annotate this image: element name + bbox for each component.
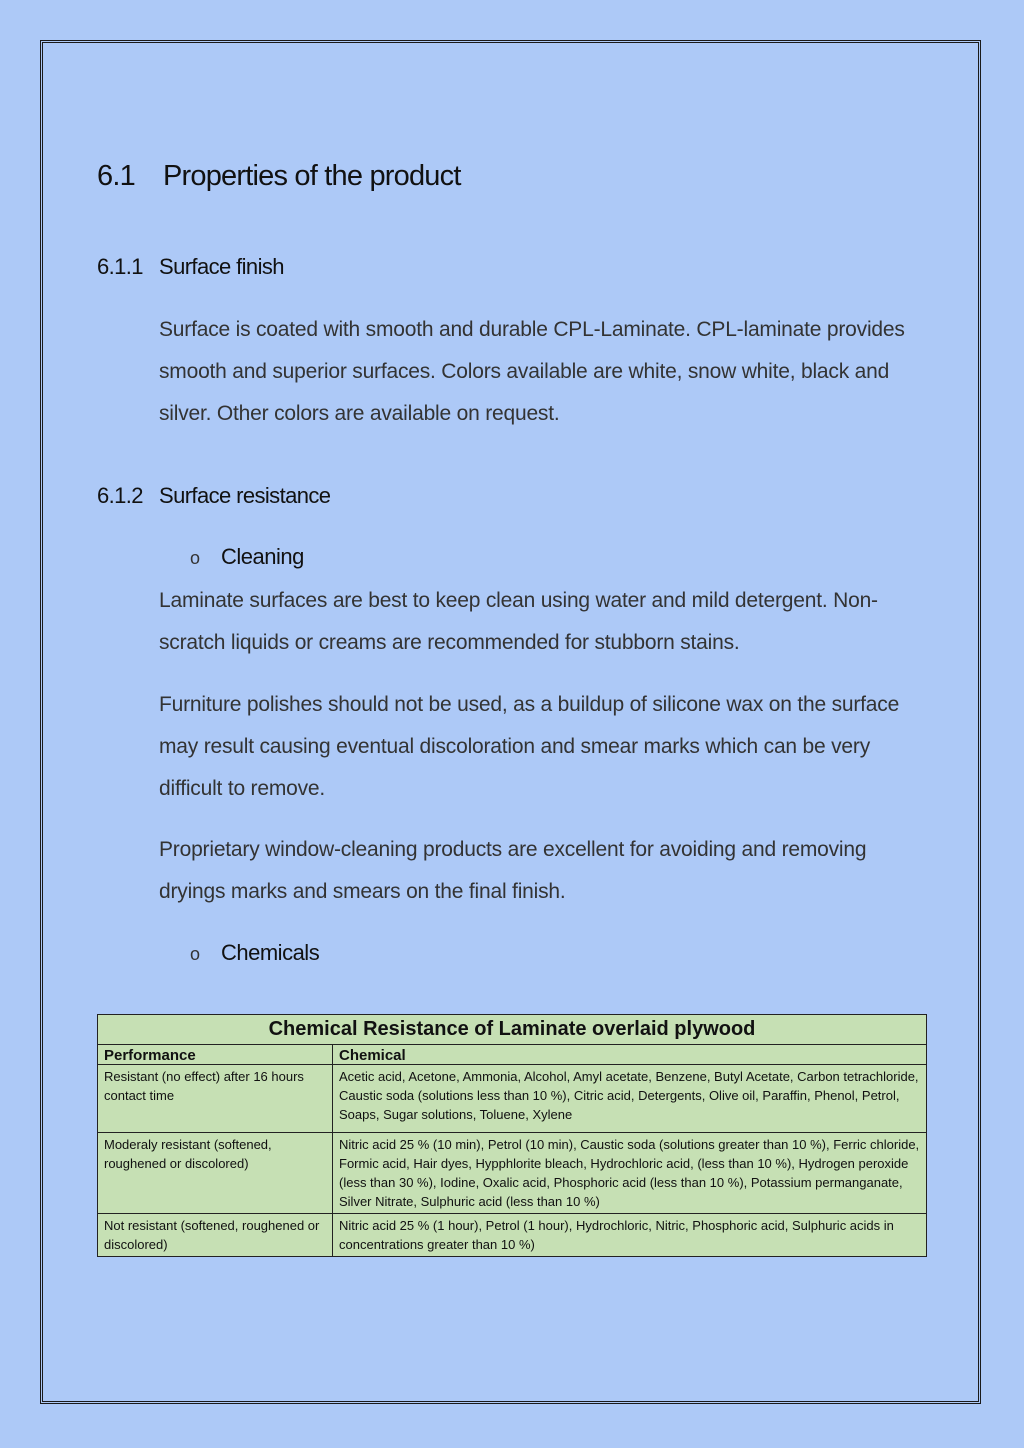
header-performance: Performance (98, 1045, 333, 1065)
table-row (98, 1065, 927, 1133)
surface-finish-paragraph: Surface is coated with smooth and durable CPL-Laminate. CPL-laminate provides smooth and superior surfaces. Colors available are white, snow white, black and silver. Other colors are available on request. (159, 318, 905, 425)
subsection-number: 6.1.1 (97, 254, 143, 279)
subsection-heading-surface-finish (97, 254, 284, 280)
chemical-resistance-table (97, 1014, 927, 1257)
cell-performance: Not resistant (softened, roughened or discolored) (98, 1214, 333, 1257)
bullet-title: Chemicals (221, 940, 320, 965)
subsection-heading-surface-resistance (97, 483, 330, 509)
cell-performance: Resistant (no effect) after 16 hours contact time (98, 1065, 333, 1133)
cleaning-paragraph-3: Proprietary window-cleaning products are excellent for avoiding and removing dryings marks and smears on the final finish. (159, 838, 867, 903)
table-row (98, 1133, 927, 1214)
bullet-cleaning (190, 544, 304, 570)
subsection-number: 6.1.2 (97, 483, 143, 508)
bullet-chemicals (190, 940, 319, 966)
table-title: Chemical Resistance of Laminate overlaid plywood (98, 1015, 927, 1045)
section-number: 6.1 (97, 160, 135, 192)
section-heading (97, 160, 461, 193)
cell-chemical: Nitric acid 25 % (1 hour), Petrol (1 hour), Hydrochloric, Nitric, Phosphoric acid, Sulphuric acids in concentrations greater than 10 %) (333, 1214, 927, 1257)
table-row (98, 1214, 927, 1257)
bullet-marker: o (190, 944, 200, 964)
subsection-title: Surface resistance (159, 483, 331, 508)
subsection-title: Surface finish (159, 254, 284, 279)
cleaning-paragraph-2: Furniture polishes should not be used, as a buildup of silicone wax on the surface may result causing eventual discoloration and smear marks which can be very difficult to remove. (159, 693, 900, 800)
bullet-marker: o (190, 548, 200, 568)
section-title: Properties of the product (163, 160, 461, 192)
cell-chemical: Acetic acid, Acetone, Ammonia, Alcohol, Amyl acetate, Benzene, Butyl Acetate, Carbon tetrachloride, Caustic soda (solutions less than 10 %), Citric acid, Detergents, Olive oil, Paraffin, Phenol, Petrol, Soaps, Sugar solutions, Toluene, Xylene (333, 1065, 927, 1133)
cell-performance: Moderaly resistant (softened, roughened or discolored) (98, 1133, 333, 1214)
header-chemical: Chemical (333, 1045, 927, 1065)
cleaning-paragraph-1: Laminate surfaces are best to keep clean using water and mild detergent. Non-scratch liquids or creams are recommended for stubborn stains. (159, 589, 878, 654)
cell-chemical: Nitric acid 25 % (10 min), Petrol (10 min), Caustic soda (solutions greater than 10 %), Ferric chloride, Formic acid, Hair dyes, Hypphlorite bleach, Hydrochloric acid, (less than 10 %), Hydrogen peroxide (less than 30 %), Iodine, Oxalic acid, Phosphoric acid (less than 10 %), Potassium permanganate, Silver Nitrate, Sulphuric acid (less than 10 %) (333, 1133, 927, 1214)
bullet-title: Cleaning (221, 544, 304, 569)
